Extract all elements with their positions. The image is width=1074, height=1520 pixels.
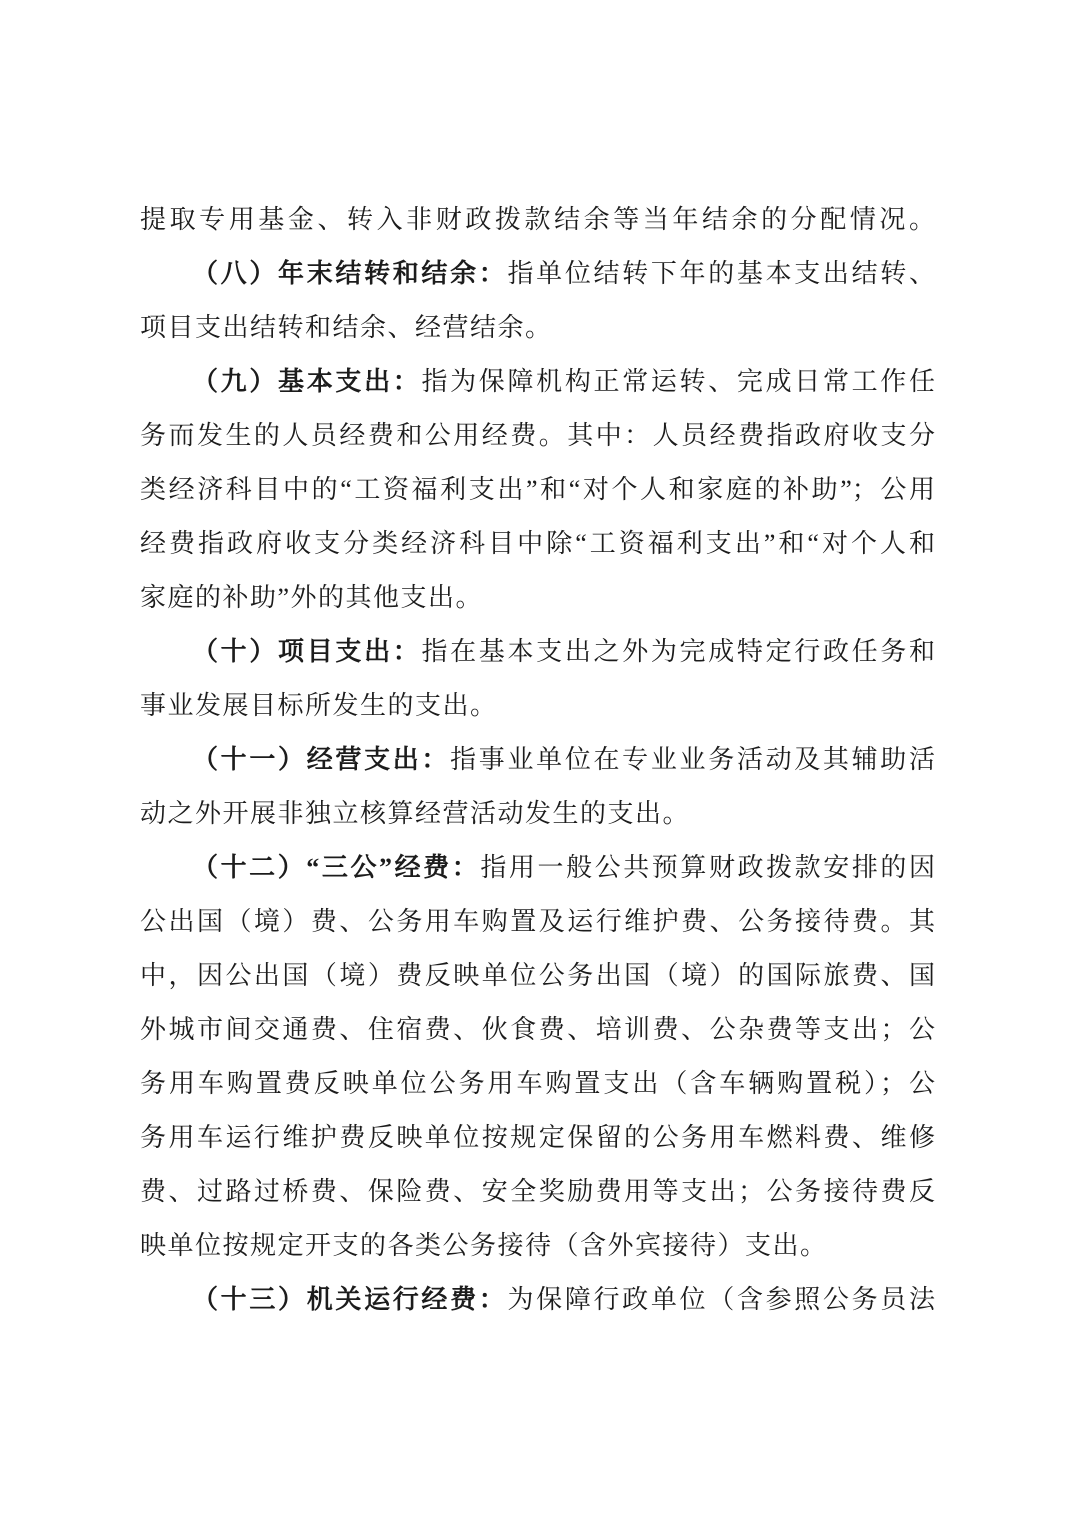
body-text: 指为保障机构正常运转、完成日常工作任 bbox=[421, 367, 935, 396]
text-line bbox=[140, 1165, 935, 1219]
body-text: 提取专用基金、转入非财政拨款结余等当年结余的分配情况。 bbox=[140, 205, 935, 234]
text-line bbox=[140, 355, 935, 409]
term-heading: （十三）机关运行经费： bbox=[192, 1285, 508, 1314]
text-line bbox=[140, 409, 935, 463]
body-text: 经费指政府收支分类经济科目中除“工资福利支出”和“对个人和 bbox=[140, 529, 935, 558]
text-line bbox=[140, 517, 935, 571]
text-line bbox=[140, 679, 935, 733]
term-heading: （十）项目支出： bbox=[192, 637, 422, 666]
body-text: 事业发展目标所发生的支出。 bbox=[140, 691, 498, 720]
body-text: 类经济科目中的“工资福利支出”和“对个人和家庭的补助”；公用 bbox=[140, 475, 935, 504]
body-text: 家庭的补助”外的其他支出。 bbox=[140, 583, 484, 612]
text-line bbox=[140, 733, 935, 787]
text-line bbox=[140, 1111, 935, 1165]
text-line bbox=[140, 193, 935, 247]
text-line bbox=[140, 1219, 935, 1273]
text-line bbox=[140, 247, 935, 301]
term-heading: （十一）经营支出： bbox=[192, 745, 451, 774]
text-line bbox=[140, 841, 935, 895]
document-text-block bbox=[140, 193, 935, 1327]
term-heading: （八）年末结转和结余： bbox=[192, 259, 508, 288]
body-text: 动之外开展非独立核算经营活动发生的支出。 bbox=[140, 799, 691, 828]
body-text: 务用车运行维护费反映单位按规定保留的公务用车燃料费、维修 bbox=[140, 1123, 935, 1152]
text-line bbox=[140, 625, 935, 679]
text-line bbox=[140, 463, 935, 517]
term-heading: （十二）“三公”经费： bbox=[192, 853, 481, 882]
text-line bbox=[140, 1273, 935, 1327]
body-text: 中，因公出国（境）费反映单位公务出国（境）的国际旅费、国 bbox=[140, 961, 935, 990]
text-line bbox=[140, 949, 935, 1003]
body-text: 务用车购置费反映单位公务用车购置支出（含车辆购置税）；公 bbox=[140, 1069, 935, 1098]
body-text: 项目支出结转和结余、经营结余。 bbox=[140, 313, 553, 342]
body-text: 外城市间交通费、住宿费、伙食费、培训费、公杂费等支出；公 bbox=[140, 1015, 935, 1044]
body-text: 务而发生的人员经费和公用经费。其中：人员经费指政府收支分 bbox=[140, 421, 935, 450]
text-line bbox=[140, 571, 935, 625]
body-text: 指在基本支出之外为完成特定行政任务和 bbox=[421, 637, 935, 666]
text-line bbox=[140, 1057, 935, 1111]
term-heading: （九）基本支出： bbox=[192, 367, 422, 396]
text-line bbox=[140, 895, 935, 949]
body-text: 公出国（境）费、公务用车购置及运行维护费、公务接待费。其 bbox=[140, 907, 935, 936]
text-line bbox=[140, 301, 935, 355]
body-text: 指用一般公共预算财政拨款安排的因 bbox=[480, 853, 935, 882]
text-line bbox=[140, 1003, 935, 1057]
body-text: 指事业单位在专业业务活动及其辅助活 bbox=[450, 745, 935, 774]
text-line bbox=[140, 787, 935, 841]
body-text: 映单位按规定开支的各类公务接待（含外宾接待）支出。 bbox=[140, 1231, 828, 1260]
body-text: 指单位结转下年的基本支出结转、 bbox=[507, 259, 935, 288]
body-text: 为保障行政单位（含参照公务员法 bbox=[507, 1285, 935, 1314]
body-text: 费、过路过桥费、保险费、安全奖励费用等支出；公务接待费反 bbox=[140, 1177, 935, 1206]
